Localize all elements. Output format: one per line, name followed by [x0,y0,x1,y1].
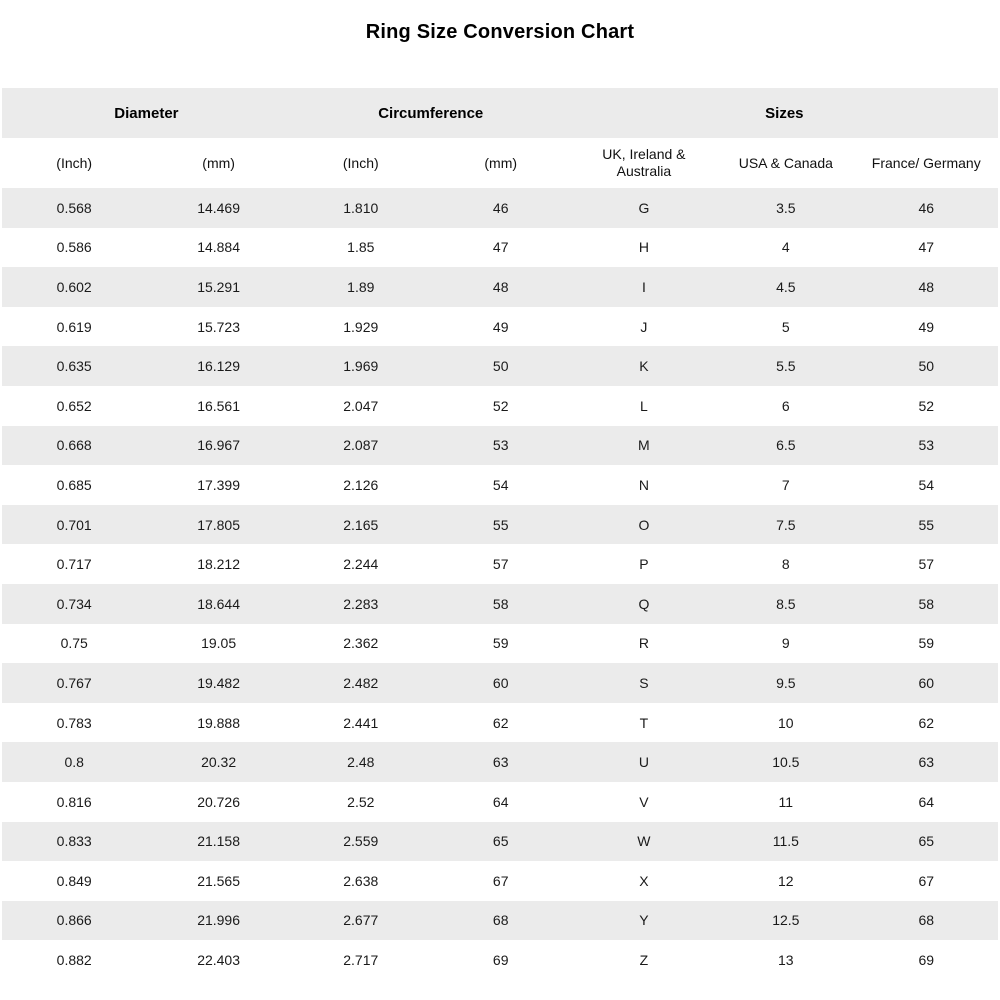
table-cell: 0.668 [2,426,146,466]
table-cell: 67 [855,861,998,901]
table-row [2,703,998,743]
table-cell: 11.5 [717,822,854,862]
table-cell: 2.087 [291,426,431,466]
table-cell: 21.565 [146,861,290,901]
table-cell: 20.726 [146,782,290,822]
table-cell: 2.482 [291,663,431,703]
table-row [2,822,998,862]
table-cell: 2.244 [291,544,431,584]
table-cell: 53 [431,426,571,466]
table-row [2,307,998,347]
column-header-france-germany: France/ Germany [855,138,998,188]
table-row [2,426,998,466]
table-cell: 54 [855,465,998,505]
table-cell: 5 [717,307,854,347]
table-cell: 0.635 [2,346,146,386]
table-cell: 15.291 [146,267,290,307]
table-cell: 48 [431,267,571,307]
table-cell: 59 [855,624,998,664]
table-cell: T [571,703,717,743]
table-cell: 2.126 [291,465,431,505]
table-cell: 11 [717,782,854,822]
table-cell: 59 [431,624,571,664]
table-cell: 63 [855,742,998,782]
table-cell: 69 [855,940,998,980]
table-cell: 18.644 [146,584,290,624]
table-cell: 49 [855,307,998,347]
table-cell: 69 [431,940,571,980]
column-header-uk-ireland-australia: UK, Ireland & Australia [571,138,717,188]
table-row [2,624,998,664]
table-cell: G [571,188,717,228]
table-cell: 2.047 [291,386,431,426]
table-cell: 0.833 [2,822,146,862]
table-cell: 57 [431,544,571,584]
table-row [2,228,998,268]
table-cell: 2.441 [291,703,431,743]
table-cell: 17.805 [146,505,290,545]
table-cell: K [571,346,717,386]
table-cell: 1.85 [291,228,431,268]
table-cell: 0.8 [2,742,146,782]
column-header-diameter-mm: (mm) [146,138,290,188]
table-cell: 46 [855,188,998,228]
table-cell: 48 [855,267,998,307]
table-cell: 2.283 [291,584,431,624]
table-cell: Y [571,901,717,941]
column-header-row [2,138,998,188]
table-cell: 49 [431,307,571,347]
column-group-circumference: Circumference [291,88,571,138]
table-row [2,742,998,782]
table-cell: 1.929 [291,307,431,347]
table-cell: 47 [855,228,998,268]
table-cell: 0.783 [2,703,146,743]
table-cell: 21.158 [146,822,290,862]
table-cell: 1.89 [291,267,431,307]
table-cell: 60 [855,663,998,703]
table-cell: 21.996 [146,901,290,941]
table-cell: 9 [717,624,854,664]
table-cell: 0.866 [2,901,146,941]
table-cell: 17.399 [146,465,290,505]
table-row [2,861,998,901]
table-cell: 55 [855,505,998,545]
table-cell: 2.717 [291,940,431,980]
table-cell: 8.5 [717,584,854,624]
table-cell: 10.5 [717,742,854,782]
table-cell: 2.559 [291,822,431,862]
table-cell: L [571,386,717,426]
table-cell: 54 [431,465,571,505]
table-cell: 47 [431,228,571,268]
table-cell: 2.165 [291,505,431,545]
table-cell: 0.75 [2,624,146,664]
table-cell: 52 [431,386,571,426]
table-cell: 19.482 [146,663,290,703]
table-cell: 0.701 [2,505,146,545]
table-cell: 15.723 [146,307,290,347]
table-cell: X [571,861,717,901]
column-header-circumference-mm: (mm) [431,138,571,188]
table-row [2,267,998,307]
table-cell: 4 [717,228,854,268]
table-cell: 0.652 [2,386,146,426]
table-cell: 64 [431,782,571,822]
table-cell: 52 [855,386,998,426]
column-group-sizes: Sizes [571,88,998,138]
table-cell: P [571,544,717,584]
table-cell: 50 [855,346,998,386]
table-cell: 14.469 [146,188,290,228]
table-cell: S [571,663,717,703]
table-cell: 2.677 [291,901,431,941]
table-cell: 58 [431,584,571,624]
table-cell: 18.212 [146,544,290,584]
column-header-usa-canada: USA & Canada [717,138,854,188]
table-cell: 0.619 [2,307,146,347]
table-cell: 5.5 [717,346,854,386]
table-cell: N [571,465,717,505]
table-cell: M [571,426,717,466]
table-cell: 68 [431,901,571,941]
table-cell: 0.586 [2,228,146,268]
table-cell: 62 [855,703,998,743]
table-cell: 68 [855,901,998,941]
table-cell: 2.48 [291,742,431,782]
table-cell: 65 [431,822,571,862]
table-cell: 16.129 [146,346,290,386]
table-cell: 3.5 [717,188,854,228]
table-cell: 0.882 [2,940,146,980]
table-row [2,584,998,624]
table-cell: U [571,742,717,782]
table-cell: 7.5 [717,505,854,545]
table-cell: 2.52 [291,782,431,822]
table-cell: Q [571,584,717,624]
table-cell: 12.5 [717,901,854,941]
table-cell: 0.816 [2,782,146,822]
table-cell: O [571,505,717,545]
table-cell: 60 [431,663,571,703]
table-cell: 16.561 [146,386,290,426]
table-row [2,465,998,505]
table-cell: 19.888 [146,703,290,743]
table-cell: 0.602 [2,267,146,307]
page-title: Ring Size Conversion Chart [365,21,635,43]
table-row [2,782,998,822]
table-cell: 2.362 [291,624,431,664]
table-cell: 57 [855,544,998,584]
table-cell: W [571,822,717,862]
table-cell: 9.5 [717,663,854,703]
table-cell: 67 [431,861,571,901]
table-cell: R [571,624,717,664]
table-cell: 53 [855,426,998,466]
table-cell: 14.884 [146,228,290,268]
table-cell: 50 [431,346,571,386]
table-cell: 22.403 [146,940,290,980]
table-cell: 0.568 [2,188,146,228]
table-cell: 0.685 [2,465,146,505]
column-header-diameter-inch: (Inch) [2,138,146,188]
table-row [2,544,998,584]
table-cell: 20.32 [146,742,290,782]
table-cell: 0.734 [2,584,146,624]
table-cell: 13 [717,940,854,980]
table-row [2,386,998,426]
table-cell: J [571,307,717,347]
table-cell: 6 [717,386,854,426]
table-cell: 63 [431,742,571,782]
table-cell: 58 [855,584,998,624]
table-row [2,901,998,941]
table-cell: 10 [717,703,854,743]
table-cell: 46 [431,188,571,228]
table-row [2,188,998,228]
table-cell: 64 [855,782,998,822]
table-row [2,505,998,545]
column-header-circumference-inch: (Inch) [291,138,431,188]
table-cell: 19.05 [146,624,290,664]
table-cell: 6.5 [717,426,854,466]
table-row [2,663,998,703]
column-group-diameter: Diameter [2,88,291,138]
table-row [2,346,998,386]
table-cell: I [571,267,717,307]
table-cell: 4.5 [717,267,854,307]
table-cell: Z [571,940,717,980]
table-cell: 62 [431,703,571,743]
table-cell: 1.810 [291,188,431,228]
table-cell: 7 [717,465,854,505]
table-cell: 0.717 [2,544,146,584]
table-cell: 55 [431,505,571,545]
table-cell: H [571,228,717,268]
ring-size-conversion-table [2,88,998,980]
table-row [2,940,998,980]
table-cell: 0.849 [2,861,146,901]
table-body [2,188,998,980]
table-cell: 8 [717,544,854,584]
table-cell: V [571,782,717,822]
table-cell: 12 [717,861,854,901]
table-cell: 65 [855,822,998,862]
table-cell: 16.967 [146,426,290,466]
table-cell: 1.969 [291,346,431,386]
table-cell: 2.638 [291,861,431,901]
column-group-row [2,88,998,138]
table-cell: 0.767 [2,663,146,703]
